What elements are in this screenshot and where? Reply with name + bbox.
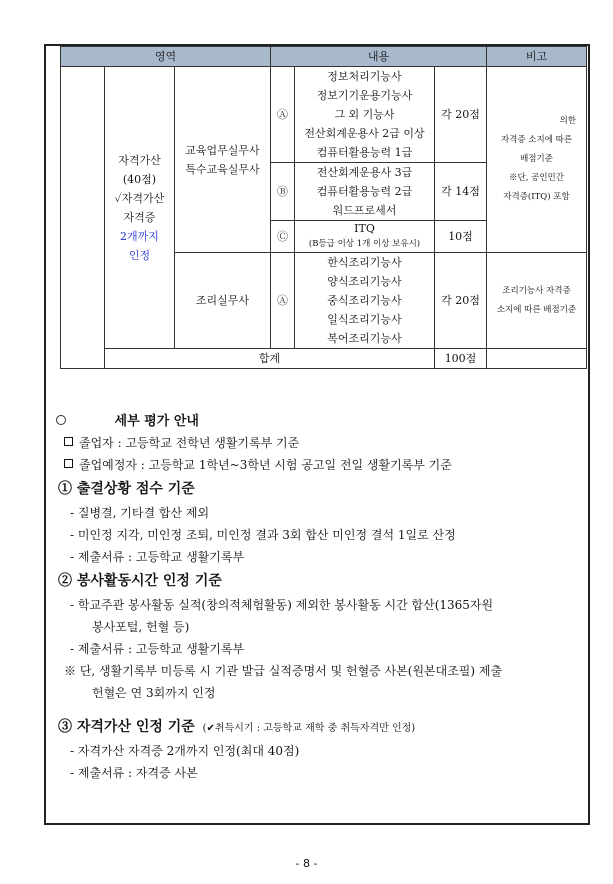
items-c bbox=[295, 221, 435, 253]
header-note: 비고 bbox=[487, 47, 587, 67]
s1-item: - 제출서류 : 고등학교 생활기록부 bbox=[70, 550, 245, 564]
category-cell bbox=[105, 67, 175, 349]
category-line: (40점) bbox=[122, 172, 157, 186]
score-a: 각 20점 bbox=[435, 67, 487, 163]
grade-b: Ⓑ bbox=[271, 163, 295, 221]
category-highlight: 2개까지 bbox=[120, 229, 159, 243]
s2-item: - 학교주관 봉사활동 실적(창의적체험활동) 제외한 봉사활동 시간 합산(1365자원 bbox=[70, 598, 494, 612]
s3-item: - 자격가산 자격증 2개까지 인정(최대 40점) bbox=[70, 744, 300, 758]
grade-a2: Ⓐ bbox=[271, 253, 295, 349]
evaluation-table bbox=[60, 46, 587, 369]
field-office bbox=[175, 67, 271, 253]
item: 전산회계운용사 3급 bbox=[316, 166, 413, 179]
s2-item: - 제출서류 : 고등학교 생활기록부 bbox=[70, 642, 245, 656]
item: ITQ bbox=[354, 222, 375, 235]
note-line: ※단, 공인민간 bbox=[509, 173, 564, 183]
circle-icon bbox=[56, 415, 66, 425]
field-cook: 조리실무사 bbox=[175, 253, 271, 349]
item: 일식조리기능사 bbox=[327, 313, 402, 326]
category-line: 자격가산 bbox=[118, 153, 161, 167]
item: 양식조리기능사 bbox=[327, 275, 402, 288]
item: 컴퓨터활용능력 2급 bbox=[316, 185, 413, 198]
note-line: 소지에 따른 배점기준 bbox=[496, 304, 577, 315]
s3-note: (✔취득시기 : 고등학교 재학 중 취득자격만 인정) bbox=[202, 723, 416, 734]
guide-title: 세부 평가 안내 bbox=[114, 414, 199, 429]
checkbox-icon bbox=[64, 459, 73, 468]
header-area: 영역 bbox=[61, 47, 271, 67]
item: 정보처리기능사 bbox=[327, 70, 402, 83]
item: 전산회계운용사 2급 이상 bbox=[304, 127, 425, 140]
s2-item: 봉사포털, 헌혈 등) bbox=[92, 620, 190, 634]
item: 복어조리기능사 bbox=[327, 332, 402, 345]
item: 정보기기운용기능사 bbox=[316, 89, 413, 102]
items-a bbox=[295, 67, 435, 163]
blank-column bbox=[61, 349, 105, 369]
item: 한식조리기능사 bbox=[327, 256, 402, 269]
note-line: 자격증 소지에 따른 bbox=[500, 135, 573, 145]
s1-item: - 질병결, 기타결 합산 제외 bbox=[70, 506, 210, 520]
note-office bbox=[487, 67, 587, 253]
category-line: 자격증 bbox=[123, 210, 156, 224]
checkbox-icon bbox=[64, 437, 73, 446]
note-cook bbox=[487, 253, 587, 349]
field-office-line: 교육업무실무사 bbox=[185, 143, 260, 157]
score-b: 각 14점 bbox=[435, 163, 487, 221]
s2-title: ② 봉사활동시간 인정 기준 bbox=[58, 573, 222, 589]
guide-line: 졸업예정자 : 고등학교 1학년~3학년 시험 공고일 전일 생활기록부 기준 bbox=[64, 456, 452, 473]
item: 그 외 기능사 bbox=[334, 108, 395, 121]
note-line: 배점기준 bbox=[520, 154, 553, 164]
score-a2: 각 20점 bbox=[435, 253, 487, 349]
note-line: 의한 bbox=[559, 116, 576, 126]
items-b bbox=[295, 163, 435, 221]
s1-title: ① 출결상황 점수 기준 bbox=[58, 481, 195, 497]
score-c: 10점 bbox=[435, 221, 487, 253]
blank-column bbox=[61, 67, 105, 349]
s1-item: - 미인정 지각, 미인정 조퇴, 미인정 결과 3회 합산 미인정 결석 1일로 산정 bbox=[70, 528, 456, 542]
total-label: 합계 bbox=[105, 349, 435, 369]
s2-item: ※ 단, 생활기록부 미등록 시 기관 발급 실적증명서 및 헌혈증 사본(원본대조필) 제출 bbox=[64, 664, 503, 678]
grade-c: Ⓒ bbox=[271, 221, 295, 253]
s2-item: 헌혈은 연 3회까지 인정 bbox=[92, 686, 216, 700]
note-line: 조리기능사 자격증 bbox=[502, 285, 571, 296]
item: (B등급 이상 1개 이상 보유시) bbox=[308, 239, 421, 249]
guide-heading bbox=[56, 410, 199, 429]
document-frame bbox=[44, 44, 590, 825]
grade-a: Ⓐ bbox=[271, 67, 295, 163]
total-note bbox=[487, 349, 587, 369]
guide-line: 졸업자 : 고등학교 전학년 생활기록부 기준 bbox=[64, 434, 299, 451]
page-number: - 8 - bbox=[295, 857, 318, 870]
s3-title: ③ 자격가산 인정 기준 bbox=[58, 719, 195, 735]
s3-item: - 제출서류 : 자격증 사본 bbox=[70, 766, 198, 780]
field-office-line: 특수교육실무사 bbox=[185, 162, 260, 176]
items-a2 bbox=[295, 253, 435, 349]
category-line: ✓자격가산 bbox=[114, 191, 165, 205]
header-content: 내용 bbox=[271, 47, 487, 67]
item: 중식조리기능사 bbox=[327, 294, 402, 307]
category-highlight: 인정 bbox=[128, 248, 151, 262]
item: 워드프로세서 bbox=[332, 204, 397, 217]
item: 컴퓨터활용능력 1급 bbox=[316, 146, 413, 159]
s3-heading bbox=[58, 716, 415, 736]
total-value: 100점 bbox=[435, 349, 487, 369]
note-line: 자격증(ITQ) 포함 bbox=[503, 192, 570, 202]
